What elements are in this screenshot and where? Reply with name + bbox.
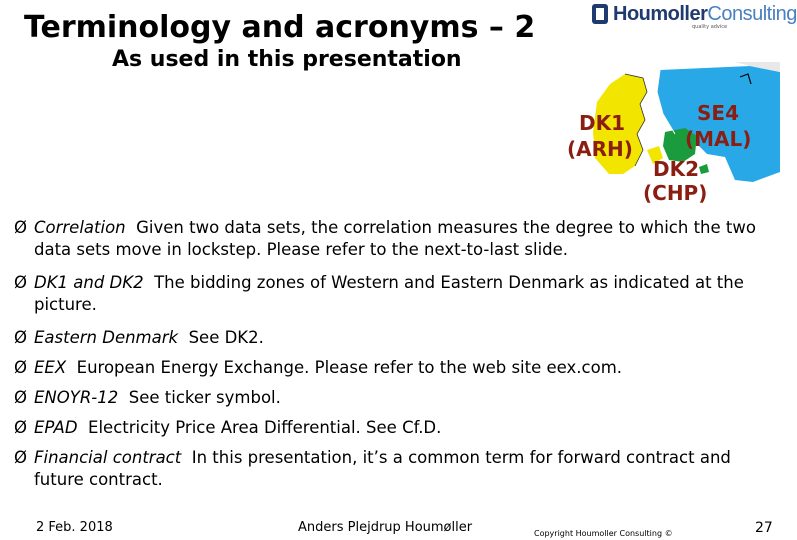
map-label-se4: SE4 bbox=[697, 101, 739, 125]
slide-subtitle: As used in this presentation bbox=[112, 47, 462, 72]
term: EPAD bbox=[34, 418, 78, 437]
definition: The bidding zones of Western and Eastern Denmark as indicated at the picture. bbox=[34, 273, 744, 314]
arrow-bullet-icon: Ø bbox=[14, 448, 27, 467]
term: Financial contract bbox=[34, 448, 182, 467]
term: Correlation bbox=[34, 218, 126, 237]
page-number: 27 bbox=[755, 520, 773, 536]
map-label-dk1: DK1 bbox=[579, 111, 626, 135]
company-logo bbox=[592, 3, 797, 30]
logo-wordmark: HoumollerConsulting bbox=[613, 3, 797, 25]
list-item bbox=[14, 417, 774, 439]
map-label-se4-city: (MAL) bbox=[685, 127, 752, 151]
arrow-bullet-icon: Ø bbox=[14, 358, 27, 377]
list-item bbox=[14, 357, 774, 379]
arrow-bullet-icon: Ø bbox=[14, 273, 27, 292]
logo-tagline: quality advice bbox=[692, 24, 728, 30]
definition: Given two data sets, the correlation measures the degree to which the two data sets move in lockstep. Please refer to the next-to-last slide. bbox=[34, 218, 756, 259]
definition: Electricity Price Area Differential. See Cf.D. bbox=[88, 418, 442, 437]
term: Eastern Denmark bbox=[34, 328, 179, 347]
term: ENOYR-12 bbox=[34, 388, 119, 407]
definition: European Energy Exchange. Please refer to the web site eex.com. bbox=[76, 358, 623, 377]
definition: See DK2. bbox=[188, 328, 264, 347]
definition: See ticker symbol. bbox=[128, 388, 281, 407]
slide-title: Terminology and acronyms – 2 bbox=[24, 10, 536, 45]
list-item bbox=[14, 217, 774, 261]
terminology-list bbox=[14, 217, 774, 499]
bidding-zone-map bbox=[565, 62, 780, 212]
logo-icon bbox=[592, 4, 608, 24]
map-label-dk1-city: (ARH) bbox=[567, 137, 633, 161]
definition: In this presentation, it’s a common term for forward contract and future contract. bbox=[34, 448, 731, 489]
footer-date: 2 Feb. 2018 bbox=[36, 520, 113, 535]
term: EEX bbox=[34, 358, 67, 377]
list-item bbox=[14, 447, 774, 491]
list-item bbox=[14, 387, 774, 409]
term: DK1 and DK2 bbox=[34, 273, 144, 292]
arrow-bullet-icon: Ø bbox=[14, 218, 27, 237]
list-item bbox=[14, 272, 774, 316]
map-label-dk2-city: (CHP) bbox=[643, 181, 708, 205]
arrow-bullet-icon: Ø bbox=[14, 388, 27, 407]
arrow-bullet-icon: Ø bbox=[14, 418, 27, 437]
map-label-dk2: DK2 bbox=[653, 157, 700, 181]
footer-copyright: Copyright Houmoller Consulting © bbox=[534, 529, 673, 538]
footer-author: Anders Plejdrup Houmøller bbox=[298, 520, 473, 535]
arrow-bullet-icon: Ø bbox=[14, 328, 27, 347]
list-item bbox=[14, 327, 774, 349]
